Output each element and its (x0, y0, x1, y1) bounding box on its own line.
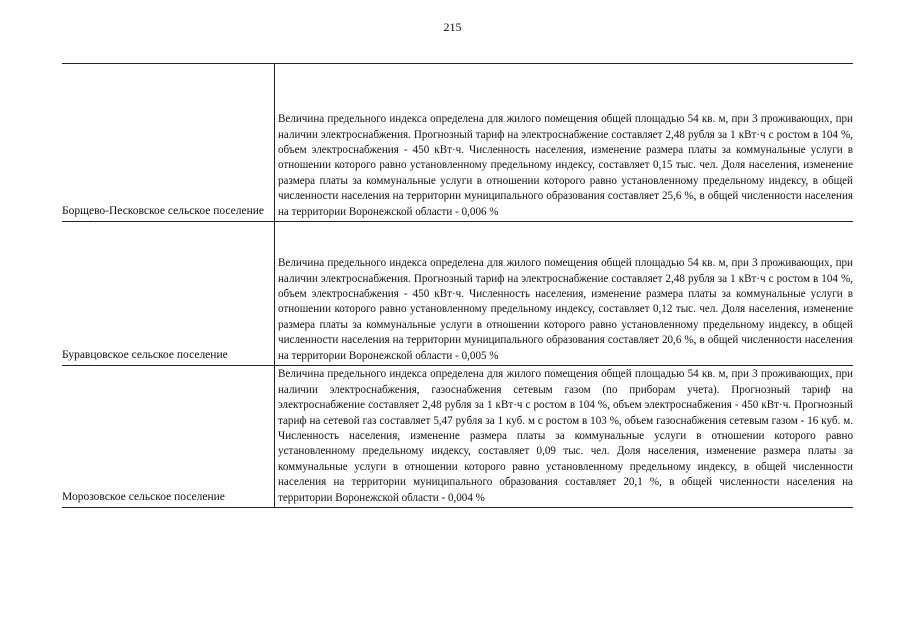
settlement-description: Величина предельного индекса определена для жилого помещения общей площадью 54 кв. м, при 3 проживающих, при наличии электроснабжения. Прогнозный тариф на электроснабжение составляет 2,48 рубля за 1 кВт·ч с ростом в 104 %, объем электроснабжения - 450 кВт·ч. Численность населения, изменение размера платы за коммунальные услуги в отношении которого равно установленному предельному индексу, составляет 0,15 тыс. чел. Доля населения, изменение размера платы за коммунальные услуги в отношении которого равно установленному предельному индексу, в общей численности населения на территории муниципального образования составляет 25,6 %, в общей численности населения на территории Воронежской области - 0,006 % (278, 113, 853, 218)
table-row (62, 64, 853, 222)
table-row (62, 222, 853, 366)
settlements-table (62, 63, 853, 508)
page-number: 215 (443, 20, 462, 34)
settlement-name: Буравцовское сельское поселение (62, 222, 275, 365)
settlement-name: Морозовское сельское поселение (62, 366, 275, 507)
settlement-name: Борщево-Песковское сельское поселение (62, 64, 275, 221)
settlement-description: Величина предельного индекса определена для жилого помещения общей площадью 54 кв. м, при 3 проживающих, при наличии электроснабжения. Прогнозный тариф на электроснабжение составляет 2,48 рубля за 1 кВт·ч с ростом в 104 %, объем электроснабжения - 450 кВт·ч. Численность населения, изменение размера платы за коммунальные услуги в отношении которого равно установленному предельному индексу, составляет 0,12 тыс. чел. Доля населения, изменение размера платы за коммунальные услуги в отношении которого равно установленному предельному индексу, в общей численности населения на территории муниципального образования составляет 20,6 %, в общей численности населения на территории Воронежской области - 0,005 % (278, 257, 853, 362)
settlement-description: Величина предельного индекса определена для жилого помещения общей площадью 54 кв. м, при 3 проживающих, при наличии электроснабжения, газоснабжения сетевым газом (по приборам учета). Прогнозный тариф на электроснабжение составляет 2,48 рубля за 1 кВт·ч с ростом в 104 %, объем электроснабжения - 450 кВт·ч. Прогнозный тариф на сетевой газ составляет 5,47 рубля за 1 куб. м с ростом в 103 %, объем газоснабжения сетевым газом - 16 куб. м. Численность населения, изменение размера платы за коммунальные услуги в отношении которого равно установленному предельному индексу, составляет 0,09 тыс. чел. Доля населения, изменение размера платы за коммунальные услуги в отношении которого равно установленному предельному индексу, в общей численности населения на территории муниципального образования составляет 20,1 %, в общей численности населения на территории Воронежской области - 0,004 % (278, 368, 853, 504)
table-row (62, 366, 853, 508)
